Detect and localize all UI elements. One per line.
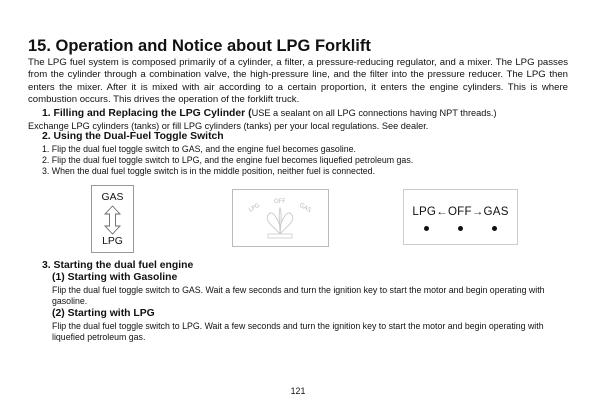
switch3-off-label: OFF (447, 205, 472, 218)
section-heading: 15. Operation and Notice about LPG Forklift (28, 37, 371, 55)
switch1-lpg-label: LPG (102, 236, 123, 247)
switch3-gas-label: GAS (483, 205, 509, 218)
right-arrow-icon: → (471, 205, 484, 218)
rotary-switch-figure (232, 189, 329, 247)
page-number: 121 (290, 386, 306, 396)
step-1: 1. Flip the dual fuel toggle switch to GAS, and the engine fuel becomes gasoline. (42, 144, 356, 154)
rotary-switch-icon (233, 190, 328, 246)
step-3: 3. When the dual fuel toggle switch is in the middle position, neither fuel is connected. (42, 166, 376, 177)
sub2-title: (2) Starting with LPG (52, 308, 155, 319)
intro-paragraph: The LPG fuel system is composed primarily of a cylinder, a filter, a pressure-reducing regulator, and a mixer. The LPG passes from the cylinder through a combination valve, the high-pressure line, and the filter into the pressure reducer. The LPG then enters the mixer. After it is mixed with air according to a certain proportion, it enters the engine cylinders. This is where combustion occurs. This drives the operation of the forklift truck. (28, 57, 568, 106)
left-arrow-icon: ← (436, 205, 448, 218)
sub2-text: Flip the dual fuel toggle switch to LPG. Wait a few seconds and turn the ignition key to start the motor and begin operating with liquefied petroleum gas. (52, 321, 544, 343)
switch3-label-row (404, 205, 517, 218)
toggle-steps-list (42, 144, 413, 178)
switch3-dot-gas (492, 226, 497, 231)
lpg-off-gas-switch-figure (403, 189, 518, 245)
section3-title: 3. Starting the dual fuel engine (42, 260, 194, 271)
switch2-gas-label: GAS (298, 201, 313, 215)
switch3-dot-lpg (424, 226, 429, 231)
section1-title-text: 1. Filling and Replacing the LPG Cylinder ( (42, 108, 252, 119)
sub1-text: Flip the dual fuel toggle switch to GAS. Wait a few seconds and turn the ignition key to start the motor and begin operating with gasoline. (52, 285, 545, 307)
section1-title (42, 107, 497, 120)
switch1-gas-label: GAS (101, 192, 124, 203)
switch2-lpg-label: LPG (247, 201, 262, 214)
vertical-toggle-switch-figure (91, 185, 134, 253)
switch3-dot-off (458, 226, 463, 231)
section2-title: 2. Using the Dual-Fuel Toggle Switch (42, 131, 224, 142)
sub1-title: (1) Starting with Gasoline (52, 272, 178, 283)
switch3-lpg-label: LPG (412, 205, 437, 218)
switch2-off-label: OFF (274, 198, 286, 205)
section1-line2: Exchange LPG cylinders (tanks) or fill LPG cylinders (tanks) per your local regulations. See dealer. (28, 121, 429, 131)
step-2: 2. Flip the dual fuel toggle switch to LPG, and the engine fuel becomes liquefied petroleum gas. (42, 155, 414, 166)
section1-note: USE a sealant on all LPG connections having NPT threads.) (251, 108, 497, 118)
